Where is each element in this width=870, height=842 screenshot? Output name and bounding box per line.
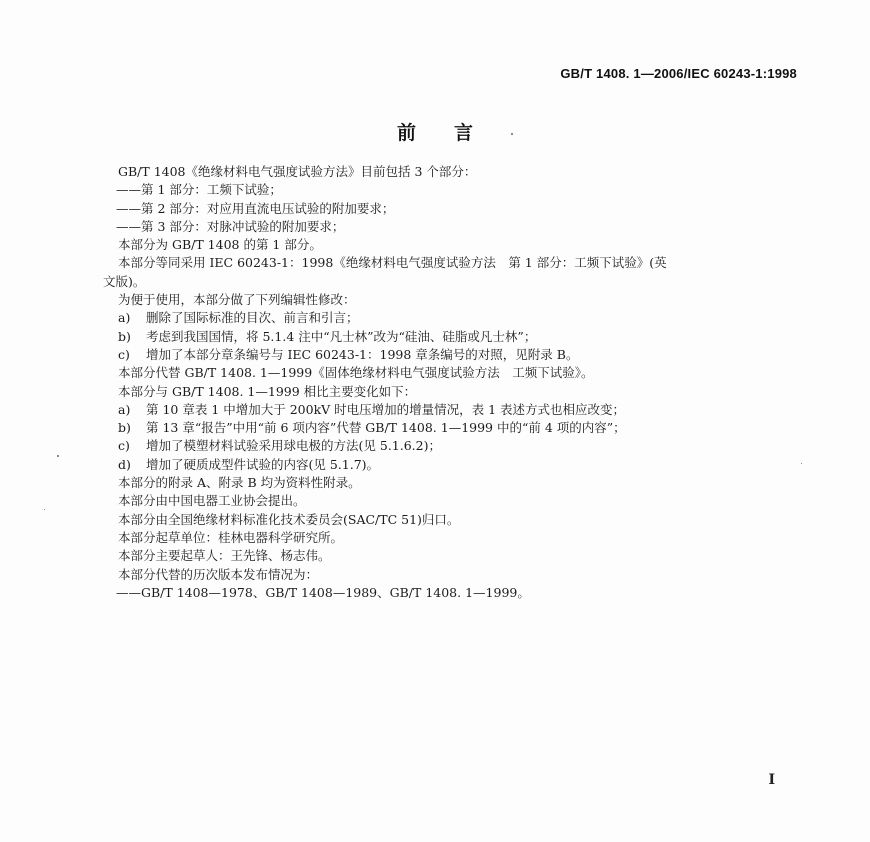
scan-speck [801, 463, 802, 464]
paragraph-line [103, 236, 803, 254]
paragraph-text: 本部分主要起草人：王先锋、杨志伟。 [118, 548, 331, 564]
list-item-marker: c) [118, 438, 130, 454]
dash-list-text: ——GB/T 1408—1978、GB/T 1408—1989、GB/T 1408. 1—1999。 [116, 584, 530, 600]
paragraph-line [103, 163, 803, 181]
paragraph-text: 本部分等同采用 IEC 60243-1：1998《绝缘材料电气强度试验方法 第 1 部分：工频下试验》(英 [118, 255, 667, 271]
scan-speck [57, 455, 59, 457]
list-item-marker: a) [118, 310, 131, 326]
paragraph-text: 为便于使用，本部分做了下列编辑性修改： [118, 292, 356, 308]
paragraph-text: 本部分代替 GB/T 1408. 1—1999《固体绝缘材料电气强度试验方法 工频下试验》。 [118, 365, 594, 381]
paragraph-line [103, 474, 803, 492]
list-item [103, 437, 803, 455]
list-item-text: 增加了本部分章条编号与 IEC 60243-1：1998 章条编号的对照，见附录 B。 [146, 346, 579, 362]
dash-list-line [103, 181, 803, 199]
paragraph-line [103, 364, 803, 382]
paragraph-text: 本部分起草单位：桂林电器科学研究所。 [118, 529, 344, 545]
dash-list-text: ——第 2 部分：对应用直流电压试验的附加要求； [116, 200, 395, 216]
dash-list-line [103, 200, 803, 218]
list-item-marker: c) [118, 346, 130, 362]
page-title: 前言 [396, 122, 511, 144]
paragraph-line [103, 566, 803, 584]
list-item-marker: b) [118, 328, 131, 344]
paragraph-line [103, 383, 803, 401]
paragraph-text: 文版)。 [103, 273, 146, 289]
list-item [103, 456, 803, 474]
dash-list-text: ——第 1 部分：工频下试验； [116, 182, 282, 198]
list-item-text: 第 10 章表 1 中增加大于 200kV 时电压增加的增量情况，表 1 表述方式也相应改变； [146, 401, 626, 417]
list-item [103, 401, 803, 419]
paragraph-line [103, 254, 803, 272]
dash-list-line [103, 218, 803, 236]
list-item [103, 328, 803, 346]
list-item-marker: d) [118, 456, 131, 472]
paragraph-continuation [103, 273, 803, 291]
list-item-text: 考虑到我国国情，将 5.1.4 注中“凡士林”改为“硅油、硅脂或凡士林”； [146, 328, 537, 344]
dash-list-text: ——第 3 部分：对脉冲试验的附加要求； [116, 218, 345, 234]
list-item-text: 增加了硬质成型件试验的内容(见 5.1.7)。 [146, 456, 380, 472]
paragraph-line [103, 492, 803, 510]
paragraph-text: 本部分由全国绝缘材料标准化技术委员会(SAC/TC 51)归口。 [118, 511, 460, 527]
foreword-body [103, 163, 803, 602]
paragraph-text: 本部分由中国电器工业协会提出。 [118, 493, 306, 509]
list-item-text: 增加了模塑材料试验采用球电极的方法(见 5.1.6.2)； [146, 438, 441, 454]
paragraph-text: GB/T 1408《绝缘材料电气强度试验方法》目前包括 3 个部分： [118, 164, 477, 179]
page-number: I [768, 772, 775, 788]
list-item-marker: b) [118, 420, 131, 436]
paragraph-line [103, 547, 803, 565]
paragraph-text: 本部分的附录 A、附录 B 均为资料性附录。 [118, 475, 361, 491]
list-item-text: 删除了国际标准的目次、前言和引言； [146, 310, 359, 326]
paragraph-line [103, 291, 803, 309]
paragraph-text: 本部分与 GB/T 1408. 1—1999 相比主要变化如下： [118, 383, 417, 399]
paragraph-text: 本部分代替的历次版本发布情况为： [118, 566, 319, 582]
standard-number-header: GB/T 1408. 1—2006/IEC 60243-1:1998 [560, 66, 797, 81]
list-item [103, 346, 803, 364]
scan-speck [511, 133, 513, 135]
scan-speck [44, 509, 45, 510]
list-item-text: 第 13 章“报告”中用“前 6 项内容”代替 GB/T 1408. 1—1999 中的“前 4 项的内容”； [146, 420, 626, 436]
list-item [103, 309, 803, 327]
paragraph-text: 本部分为 GB/T 1408 的第 1 部分。 [118, 237, 322, 253]
paragraph-line [103, 529, 803, 547]
dash-list-line [103, 584, 803, 602]
paragraph-line [103, 511, 803, 529]
list-item [103, 419, 803, 437]
list-item-marker: a) [118, 401, 131, 417]
